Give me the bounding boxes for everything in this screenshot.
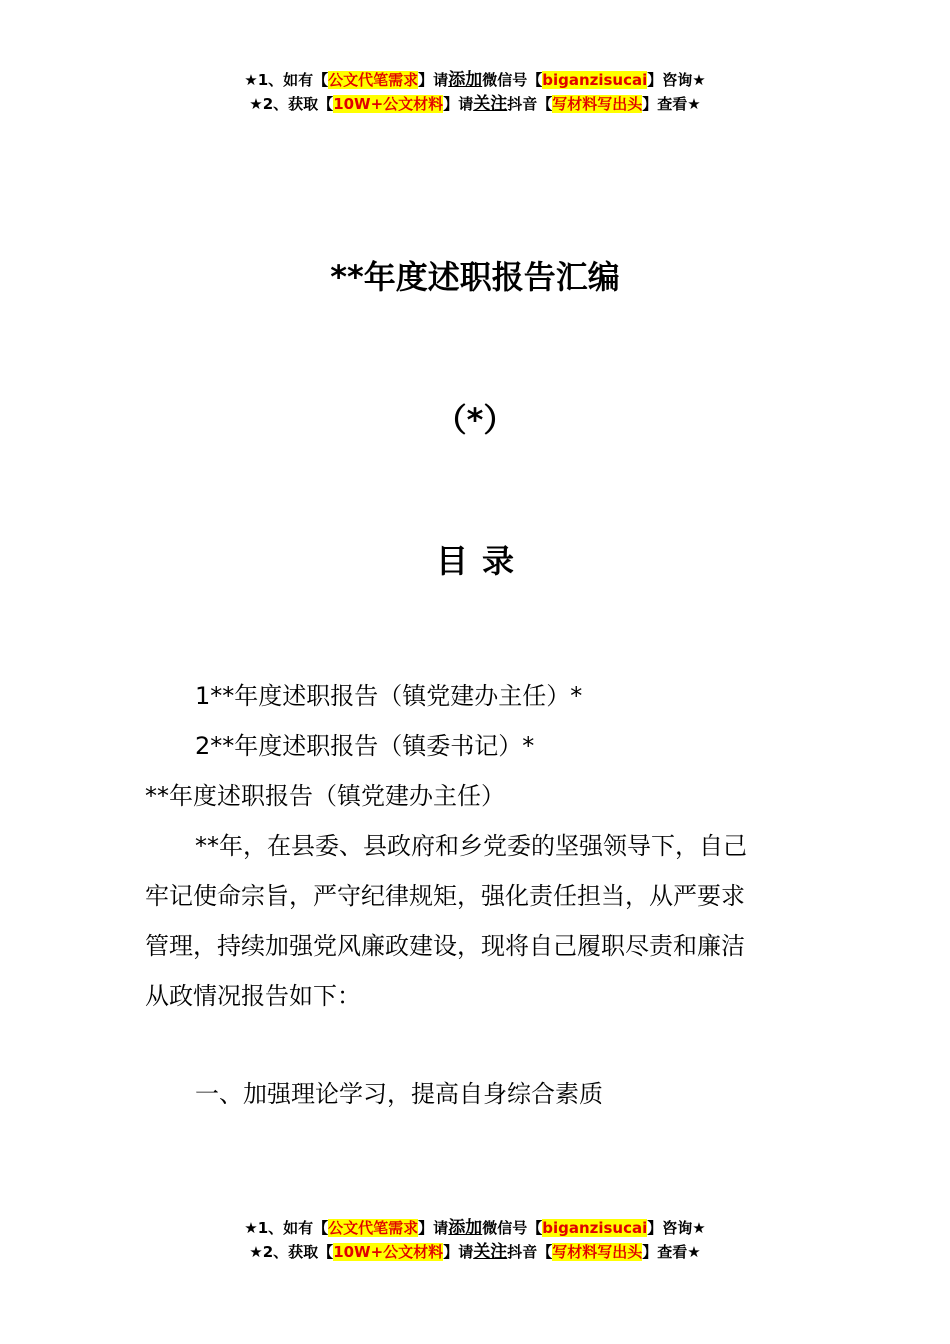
- toc-heading: 目录: [435, 542, 528, 580]
- ad-text: 】咨询★: [647, 71, 706, 89]
- ad-text: 】请: [443, 95, 474, 113]
- ad-text: 】请: [418, 1219, 449, 1237]
- paragraph-line: 牢记使命宗旨，严守纪律规矩，强化责任担当，从严要求: [145, 882, 745, 910]
- toc-item-2: 2**年度述职报告（镇委书记）*: [195, 732, 535, 760]
- ad-text: ★2、获取【: [249, 95, 334, 113]
- ad-underline: 关注: [473, 1242, 508, 1262]
- ad-highlight-douyin: 写材料写出头: [552, 1243, 643, 1261]
- ad-text: 】请: [418, 71, 449, 89]
- ad-text: 】查看★: [642, 1243, 701, 1261]
- top-ad-banner: [0, 68, 950, 116]
- intro-paragraph: [145, 821, 810, 1021]
- ad-text: 微信号【: [482, 71, 543, 89]
- ad-highlight: 10W+公文材料: [333, 95, 444, 113]
- section-title: **年度述职报告（镇党建办主任）: [145, 782, 505, 810]
- ad-highlight-wechat: biganzisucai: [542, 1219, 648, 1237]
- paragraph-line: 从政情况报告如下：: [145, 982, 361, 1010]
- document-title: **年度述职报告汇编: [330, 258, 620, 296]
- ad-line-2: [0, 92, 950, 116]
- ad-underline: 关注: [473, 94, 508, 114]
- document-subtitle: （*）: [434, 401, 516, 439]
- ad-text: ★1、如有【: [244, 71, 329, 89]
- ad-highlight: 公文代笔需求: [328, 71, 419, 89]
- ad-underline: 添加: [448, 1218, 483, 1238]
- ad-text: 微信号【: [482, 1219, 543, 1237]
- ad-highlight-douyin: 写材料写出头: [552, 95, 643, 113]
- ad-highlight-wechat: biganzisucai: [542, 71, 648, 89]
- toc-item-1: 1**年度述职报告（镇党建办主任）*: [195, 682, 583, 710]
- ad-text: 抖音【: [507, 95, 553, 113]
- ad-text: ★1、如有【: [244, 1219, 329, 1237]
- ad-text: 】请: [443, 1243, 474, 1261]
- bottom-ad-banner: [0, 1216, 950, 1264]
- ad-line-1: [0, 68, 950, 92]
- paragraph-line: **年，在县委、县政府和乡党委的坚强领导下，自己: [195, 832, 747, 860]
- ad-line-1: [0, 1216, 950, 1240]
- ad-highlight: 公文代笔需求: [328, 1219, 419, 1237]
- ad-text: 抖音【: [507, 1243, 553, 1261]
- ad-underline: 添加: [448, 70, 483, 90]
- heading-1: 一、加强理论学习，提高自身综合素质: [195, 1080, 603, 1108]
- ad-text: 】咨询★: [647, 1219, 706, 1237]
- ad-line-2: [0, 1240, 950, 1264]
- ad-text: ★2、获取【: [249, 1243, 334, 1261]
- paragraph-line: 管理，持续加强党风廉政建设，现将自己履职尽责和廉洁: [145, 932, 745, 960]
- ad-text: 】查看★: [642, 95, 701, 113]
- ad-highlight: 10W+公文材料: [333, 1243, 444, 1261]
